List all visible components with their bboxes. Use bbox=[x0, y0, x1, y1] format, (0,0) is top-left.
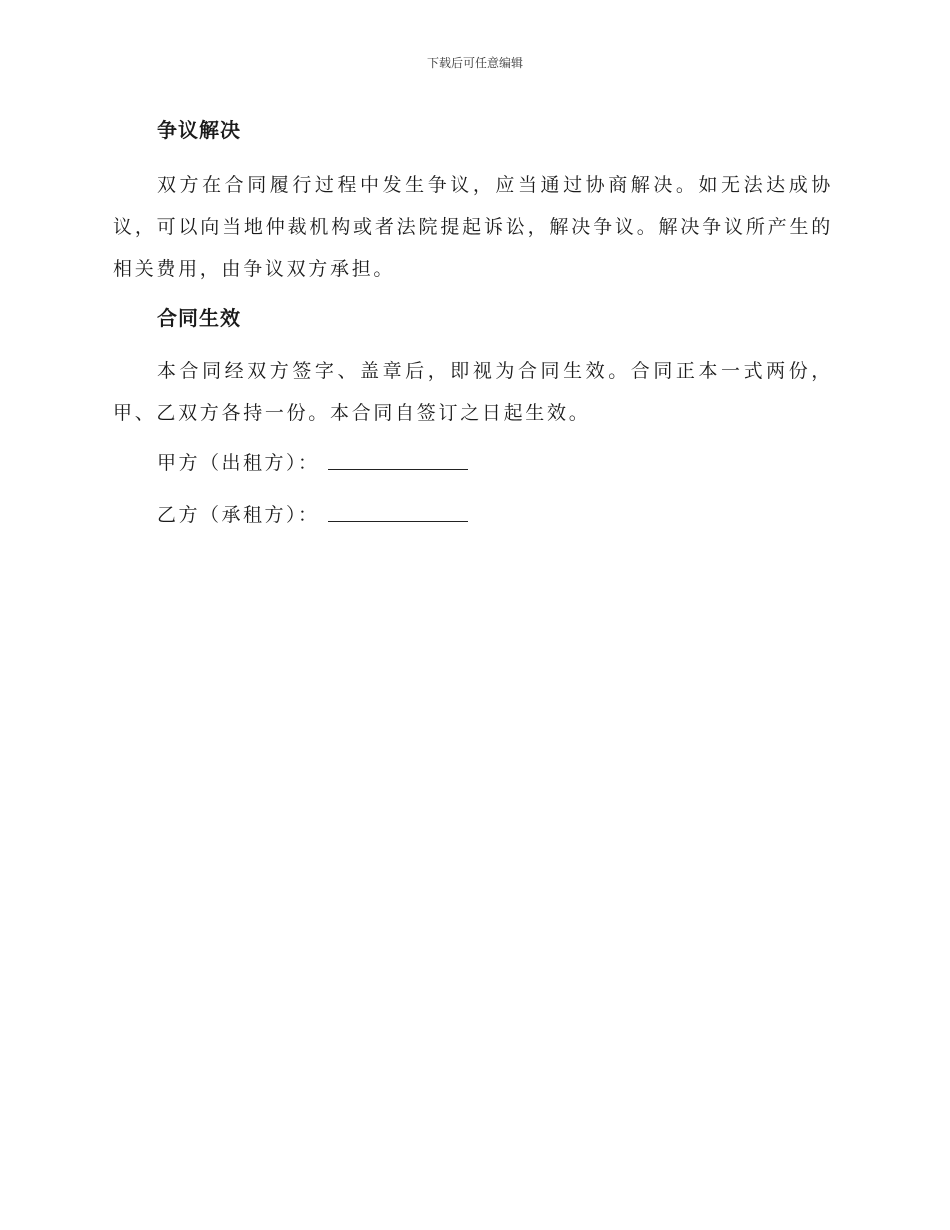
section-body-dispute: 双方在合同履行过程中发生争议，应当通过协商解决。如无法达成协议，可以向当地仲裁机构或者法院提起诉讼，解决争议。解决争议所产生的相关费用，由争议双方承担。 bbox=[113, 174, 833, 280]
signature-row-party-b bbox=[113, 494, 833, 536]
signature-row-party-a bbox=[113, 442, 833, 484]
party-a-label: 甲方（出租方）： bbox=[157, 452, 320, 474]
document-body bbox=[113, 110, 833, 536]
section-title-dispute: 争议解决 bbox=[157, 118, 241, 142]
section-title-effective: 合同生效 bbox=[157, 306, 241, 330]
party-b-signature-line bbox=[328, 501, 468, 522]
party-b-label: 乙方（承租方）： bbox=[157, 504, 320, 526]
header-note: 下载后可任意编辑 bbox=[426, 56, 523, 70]
party-a-signature-line bbox=[328, 449, 468, 470]
section-body-effective: 本合同经双方签字、盖章后，即视为合同生效。合同正本一式两份，甲、乙双方各持一份。本合同自签订之日起生效。 bbox=[113, 360, 833, 424]
